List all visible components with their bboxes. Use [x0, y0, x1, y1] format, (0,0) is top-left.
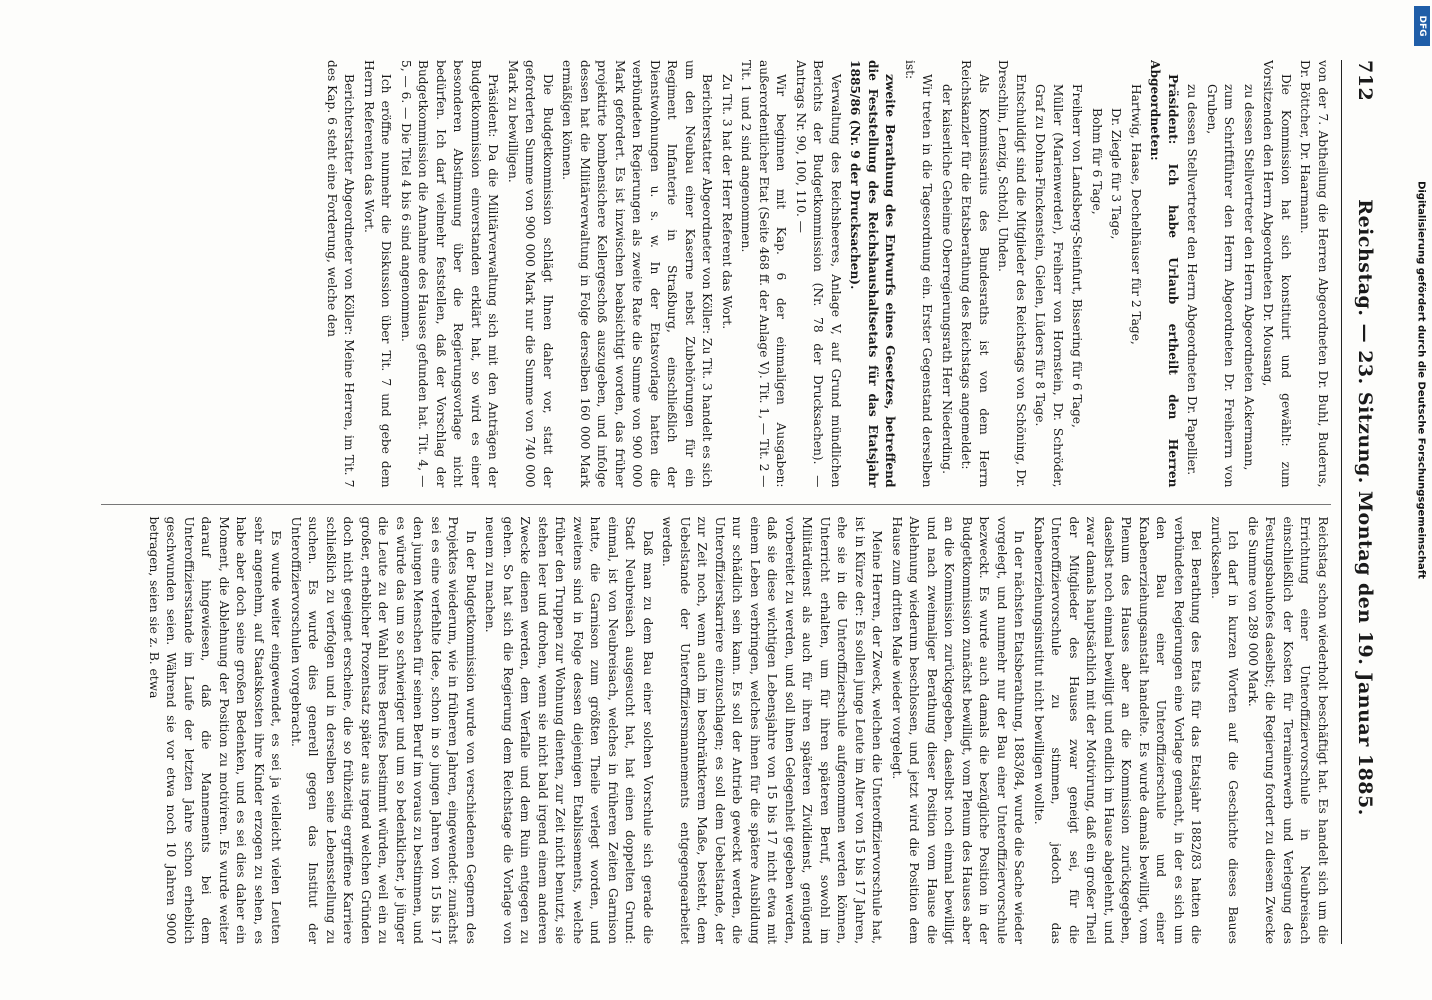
paragraph: Präsident: Da die Militärverwaltung sich mit den Anträgen der Budgetkommission einverstanden erklärt hat, so wird es einer besonderen Abstimmung über die Regierungsvorlage nicht bedürfen. Ich darf vielmehr feststellen, daß der Vorschlag der Budgetkommission die Annahme des Hauses gefunden hat. Tit. 4, — 5, — 6. — Die Titel 4 bis 6 sind angenommen. [399, 60, 501, 488]
page-header [1341, 60, 1376, 944]
paragraph: Meine Herren, der Zweck, welchen die Unteroffiziervorschule hat, ist in Kürze der: Es sollen junge Leute im Alter von 15 bis 17 Jahren, ehe sie in die Unteroffizierschule aufgenommen werden können, Unterricht erhalten, um für ihren späteren Beruf, sowohl im Militärdienst als auch für ihren späteren Zivildienst, genügend vorbereitet zu werden, und soll ihnen Gelegenheit gegeben werden, daß sie diese wichtigen Lebensjahre von 15 bis 17 nicht etwa mit einem Leben verbringen, welches ihnen für die spätere Ausbildung nur schädlich sein kann. Es soll der Antrieb geweckt werden, die Unteroffizierskarriere einzuschlagen; es soll dem Uebelstande, der zur Zeit noch, wenn auch im beschränkterem Maße, besteht, dem Uebelstande der Unteroffiziersmannements entgegengearbeitet werden. [660, 516, 885, 944]
paragraph: Wir treten in die Tagesordnung ein. Erster Gegenstand derselben ist: [903, 60, 935, 488]
paragraph: Berichterstatter Abgeordneter von Köller: Meine Herren, im Tit. 7 des Kap. 6 steht eine Forderung, welche den [325, 60, 357, 488]
paragraph: Bohm für 6 Tage, [1090, 108, 1104, 215]
column-right [101, 504, 1331, 945]
paragraph: Müller (Marienwerder), Freiherr von Hornstein, Dr. Schröder, Graf zu Dohna-Finckenstein, Gielen, Lüders für 8 Tage. [1033, 84, 1065, 488]
paragraph: von der 7. Abtheilung die Herren Abgeordneten Dr. Buhl, Buderus, Dr. Böttcher, Dr. Haarmann. [1298, 60, 1330, 488]
paragraph: In der Budgetkommission wurde von verschiedenen Gegnern des Projektes wiederum, wie in früheren Jahren, eingewendet: zunächst sei es eine verfehlte Idee, schon in so jungen Jahren von 15 bis 17 den jungen Menschen für seinen Beruf im voraus zu bestimmen, und es würde das um so schwieriger und um so bedenklicher, je jünger die Leute zu der Wahl ihres Berufes bestimmt würden, weil ein zu großer, erheblicher Prozentsatz später aus irgend welchen Gründen doch nicht geeignet erscheine, die so frühzeitig ergriffene Karriere schließlich zu verfolgen und in derselben seine Lebensstellung zu suchen. Es wurde dies generell gegen das Institut der Unteroffiziervorschulen vorgebracht. [289, 516, 478, 944]
dfg-logo-icon [1414, 6, 1430, 46]
paragraph: Ich eröffne nunmehr die Diskussion über Tit. 7 und gebe dem Herrn Referenten das Wort. [362, 60, 394, 488]
paragraph: Ich darf in kurzen Worten auf die Geschichte dieses Baues zurücksehen. [1209, 516, 1241, 944]
paragraph: Daß man zu dem Bau einer solchen Vorschule sich gerade die Stadt Neubreisach ausgesucht hat, hat einen doppelten Grund: einmal, ist von Neubreisach, welches in früheren Zeiten Garnison hatte, die Garnison zum größten Theile verlegt worden, und zweitens sind in Folge dessen diejenigen Etablissements, welche früher den Truppen zur Wohnung dienten, zur Zeit nicht benutzt, sie stehen leer und drohen, wenn sie nicht bald irgend einem anderen Zwecke dienen werden, dem Verfalle und dem Ruin entgegen zu gehen. So hat sich die Regierung dem Reichstage die Vorlage von neuem zu machen. [483, 516, 655, 944]
paragraph: Reichstag schon wiederholt beschäftigt hat. Es handelt sich um die Errichtung einer Unteroffiziervorschule in Neubreisach einschließlich der Kosten für Terrainerwerb und Verlegung des Festungsbauhofes daselbst; die Regierung fordert zu diesem Zwecke die Summe von 289 000 Mark. [1246, 516, 1330, 944]
paragraph: Bei Berathung des Etats für das Etatsjahr 1882/83 hatten die verbündeten Regierungen eine Vorlage gemacht, in der es sich um den Bau einer Unteroffizierschule und einer Knabenerziehungsanstalt handelte. Es wurde damals bewilligt, vom Plenum des Hauses aber an die Kommission zurückgegeben, daselbst noch einmal bewilligt und endlich im Hause abgelehnt, und zwar damals hauptsächlich mit der Motivirung, daß ein großer Theil der Mitglieder des Hauses zwar geneigt sei, für die Unteroffiziervorschule zu stimmen, jedoch das Knabenerziehungsinstitut nicht bewilligen wollte. [1032, 516, 1204, 944]
paragraph: In der nächsten Etatsberathung, 1883/84, wurde die Sache wieder vorgelegt, und nunmehr nur der Bau einer Unteroffiziervorschule bezweckt. Es wurde auch damals die bezügliche Position in der Budgetkommission zunächst bewilligt, vom Plenum des Hauses aber an die Kommission zurückgegeben, daselbst noch einmal bewilligt und nach zweimaliger Berathung dieser Position vom Hause die Ablehnung wiederum beschlossen, und jetzt wird die Position dem Hause zum dritten Male wieder vorgelegt. [890, 516, 1027, 944]
paragraph: zu dessen Stellvertreter den Herrn Abgeordneten Ackermann, [1242, 84, 1256, 471]
dfg-credit-strip [1410, 0, 1432, 1000]
text-columns [101, 60, 1331, 944]
paragraph: Es wurde weiter eingewendet, es sei ja vielleicht vielen Leuten sehr angenehm, auf Staatskosten ihre Kinder erzogen zu sehen, es habe aber doch seine großen Bedenken, und es sei dies daher ein Moment, die Ablehnung der Position zu motiviren. Es wurde weiter darauf hingewiesen, daß die Mannements bei dem Unteroffiziersstande im Laufe der letzten Jahre schon erheblich geschwunden seien. Während sie vor etwa noch 10 Jahren 9000 betragen, seien sie z. B. etwa [147, 516, 284, 944]
paragraph: zu dessen Stellvertreter den Herrn Abgeordneten Dr. Papellier. [1185, 84, 1200, 476]
paragraph: der kaiserliche Geheime Oberregierungsrath Herr Niederding. [940, 84, 954, 474]
paragraph: Entschuldigt sind die Mitglieder des Reichstags von Schöning, Dr. Dreschlin, Lenzig, Schtoll, Uhden. [996, 60, 1028, 488]
paragraph: Die Kommission hat sich konstituirt und gewählt: zum Vorsitzenden den Herrn Abgeordneten Dr. Mousang, [1261, 60, 1293, 488]
paragraph: Berichterstatter Abgeordneter von Köller: Zu Tit. 3 handelt es sich um den Neubau einer Kaserne nebst Zubehörungen für ein Regiment Infanterie in Straßburg, einschließlich der Dienstwohnungen u. s. w. In der Etatsvorlage hatten die verbündeten Regierungen als zweite Rate die Summe von 900 000 Mark gefordert. Es ist inzwischen beabsichtigt worden, das früher projektirte bombensichere Kellergeschoß auszugeben, und infolge dessen hat die Militärverwaltung in Folge derselben 160 000 Mark ermäßigen können. [560, 60, 715, 488]
digitization-credit: Digitalisierung gefördert durch die Deutsche Forschungsgemeinschaft [1415, 181, 1427, 579]
paragraph: Präsident: Ich habe Urlaub ertheilt den Herren Abgeordneten: [1148, 60, 1180, 488]
paragraph: Hartwig, Haase, Dechelhäuser für 2 Tage, [1129, 84, 1143, 345]
column-left [101, 60, 1331, 488]
page-title: Reichstag. — 23. Sitzung. Montag den 19. Januar 1885. [1354, 199, 1376, 816]
paragraph: Dr. Ziegle für 3 Tage, [1109, 108, 1124, 240]
rotated-page-content [36, 30, 1396, 970]
page-number: 712 [1354, 60, 1376, 102]
paragraph: zum Schriftführer den Herrn Abgeordneten Dr. Freiherrn von Gruben, [1205, 84, 1237, 488]
paragraph: Freiherr von Landsberg-Steinfurt, Bissering für 6 Tage, [1070, 84, 1085, 428]
paragraph: Als Kommissarius des Bundesraths ist von dem Herrn Reichskanzler für die Etatsberathung des Reichstags angemeldet: [959, 60, 991, 488]
paragraph: Verwaltung des Reichsheeres, Anlage V, auf Grund mündlichen Berichts der Budgetkommission (Nr. 78 der Drucksachen). — Antrags Nr. 90, 100, 110. — [794, 60, 843, 488]
agenda-item: zweite Berathung des Entwurfs eines Gesetzes, betreffend die Feststellung des Reichshaushaltsetats für das Etatsjahr 1885/86 (Nr. 9 der Drucksachen). [848, 60, 898, 488]
paragraph: Zu Tit. 3 hat der Herr Referent das Wort. [720, 74, 734, 330]
paragraph: Die Budgetkommission schlägt Ihnen daher vor, statt der geforderten Summe von 900 000 Mark nur die Summe von 740 000 Mark zu bewilligen. [506, 60, 555, 488]
paragraph: Wir beginnen mit Kap. 6 der einmaligen Ausgaben: außerordentlicher Etat (Seite 468 ff. der Anlage V). Tit. 1, — Tit. 2 — Tit. 1 und 2 sind angenommen. [739, 60, 789, 488]
dfg-badge-label: DFG [1417, 15, 1427, 37]
